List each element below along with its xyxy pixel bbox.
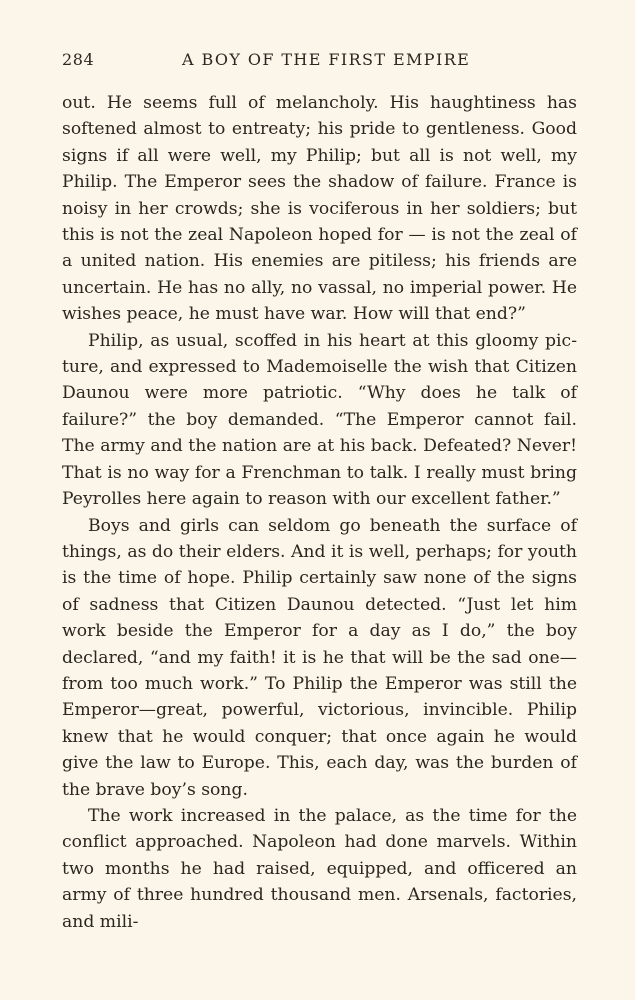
paragraph: The work increased in the palace, as the time for the conflict approached. Napoleon had done marvels. Within two months he had raised, equipped, and officered an army of three hundred thousand men. Arsenals, factories, and mili- bbox=[62, 805, 577, 932]
paragraph-continued: out. He seems full of melancholy. His haughtiness has softened almost to entreaty; his pride to gentleness. Good signs if all were well, my Philip; but all is not well, my Philip. The Emperor sees the shadow of failure. France is noisy in her crowds; she is vociferous in her soldiers; but this is not the zeal Napoleon hoped for — is not the zeal of a united nation. His enemies are pitiless; his friends are uncertain. He has no ally, no vassal, no imperial power. He wishes peace, he must have war. How will that end?” bbox=[62, 93, 577, 325]
page-number: 284 bbox=[62, 50, 95, 69]
paragraph: Boys and girls can seldom go beneath the surface of things, as do their elders. And it is well, perhaps; for youth is the time of hope. Philip certainly saw none of the signs of sadness that Citizen Daunou detected. “Just let him work beside the Emperor for a day as I do,” the boy declared, “and my faith! it is he that will be the sad one—from too much work.” To Philip the Emperor was still the Emperor—great, powerful, victorious, invincible. Philip knew that he would conquer; that once again he would give the law to Europe. This, each day, was the burden of the brave boy’s song. bbox=[62, 515, 577, 800]
running-head: A BOY OF THE FIRST EMPIRE bbox=[182, 50, 471, 69]
body-text bbox=[62, 90, 577, 935]
paragraph: Philip, as usual, scoffed in his heart at this gloomy picture, and expressed to Mademoiselle the wish that Citizen Daunou were more patriotic. “Why does he talk of failure?” the boy demanded. “The Emperor cannot fail. The army and the nation are at his back. Defeated? Never! That is no way for a Frenchman to talk. I really must bring Peyrolles here again to reason with our excellent father.” bbox=[62, 330, 577, 510]
page-header bbox=[62, 50, 573, 74]
